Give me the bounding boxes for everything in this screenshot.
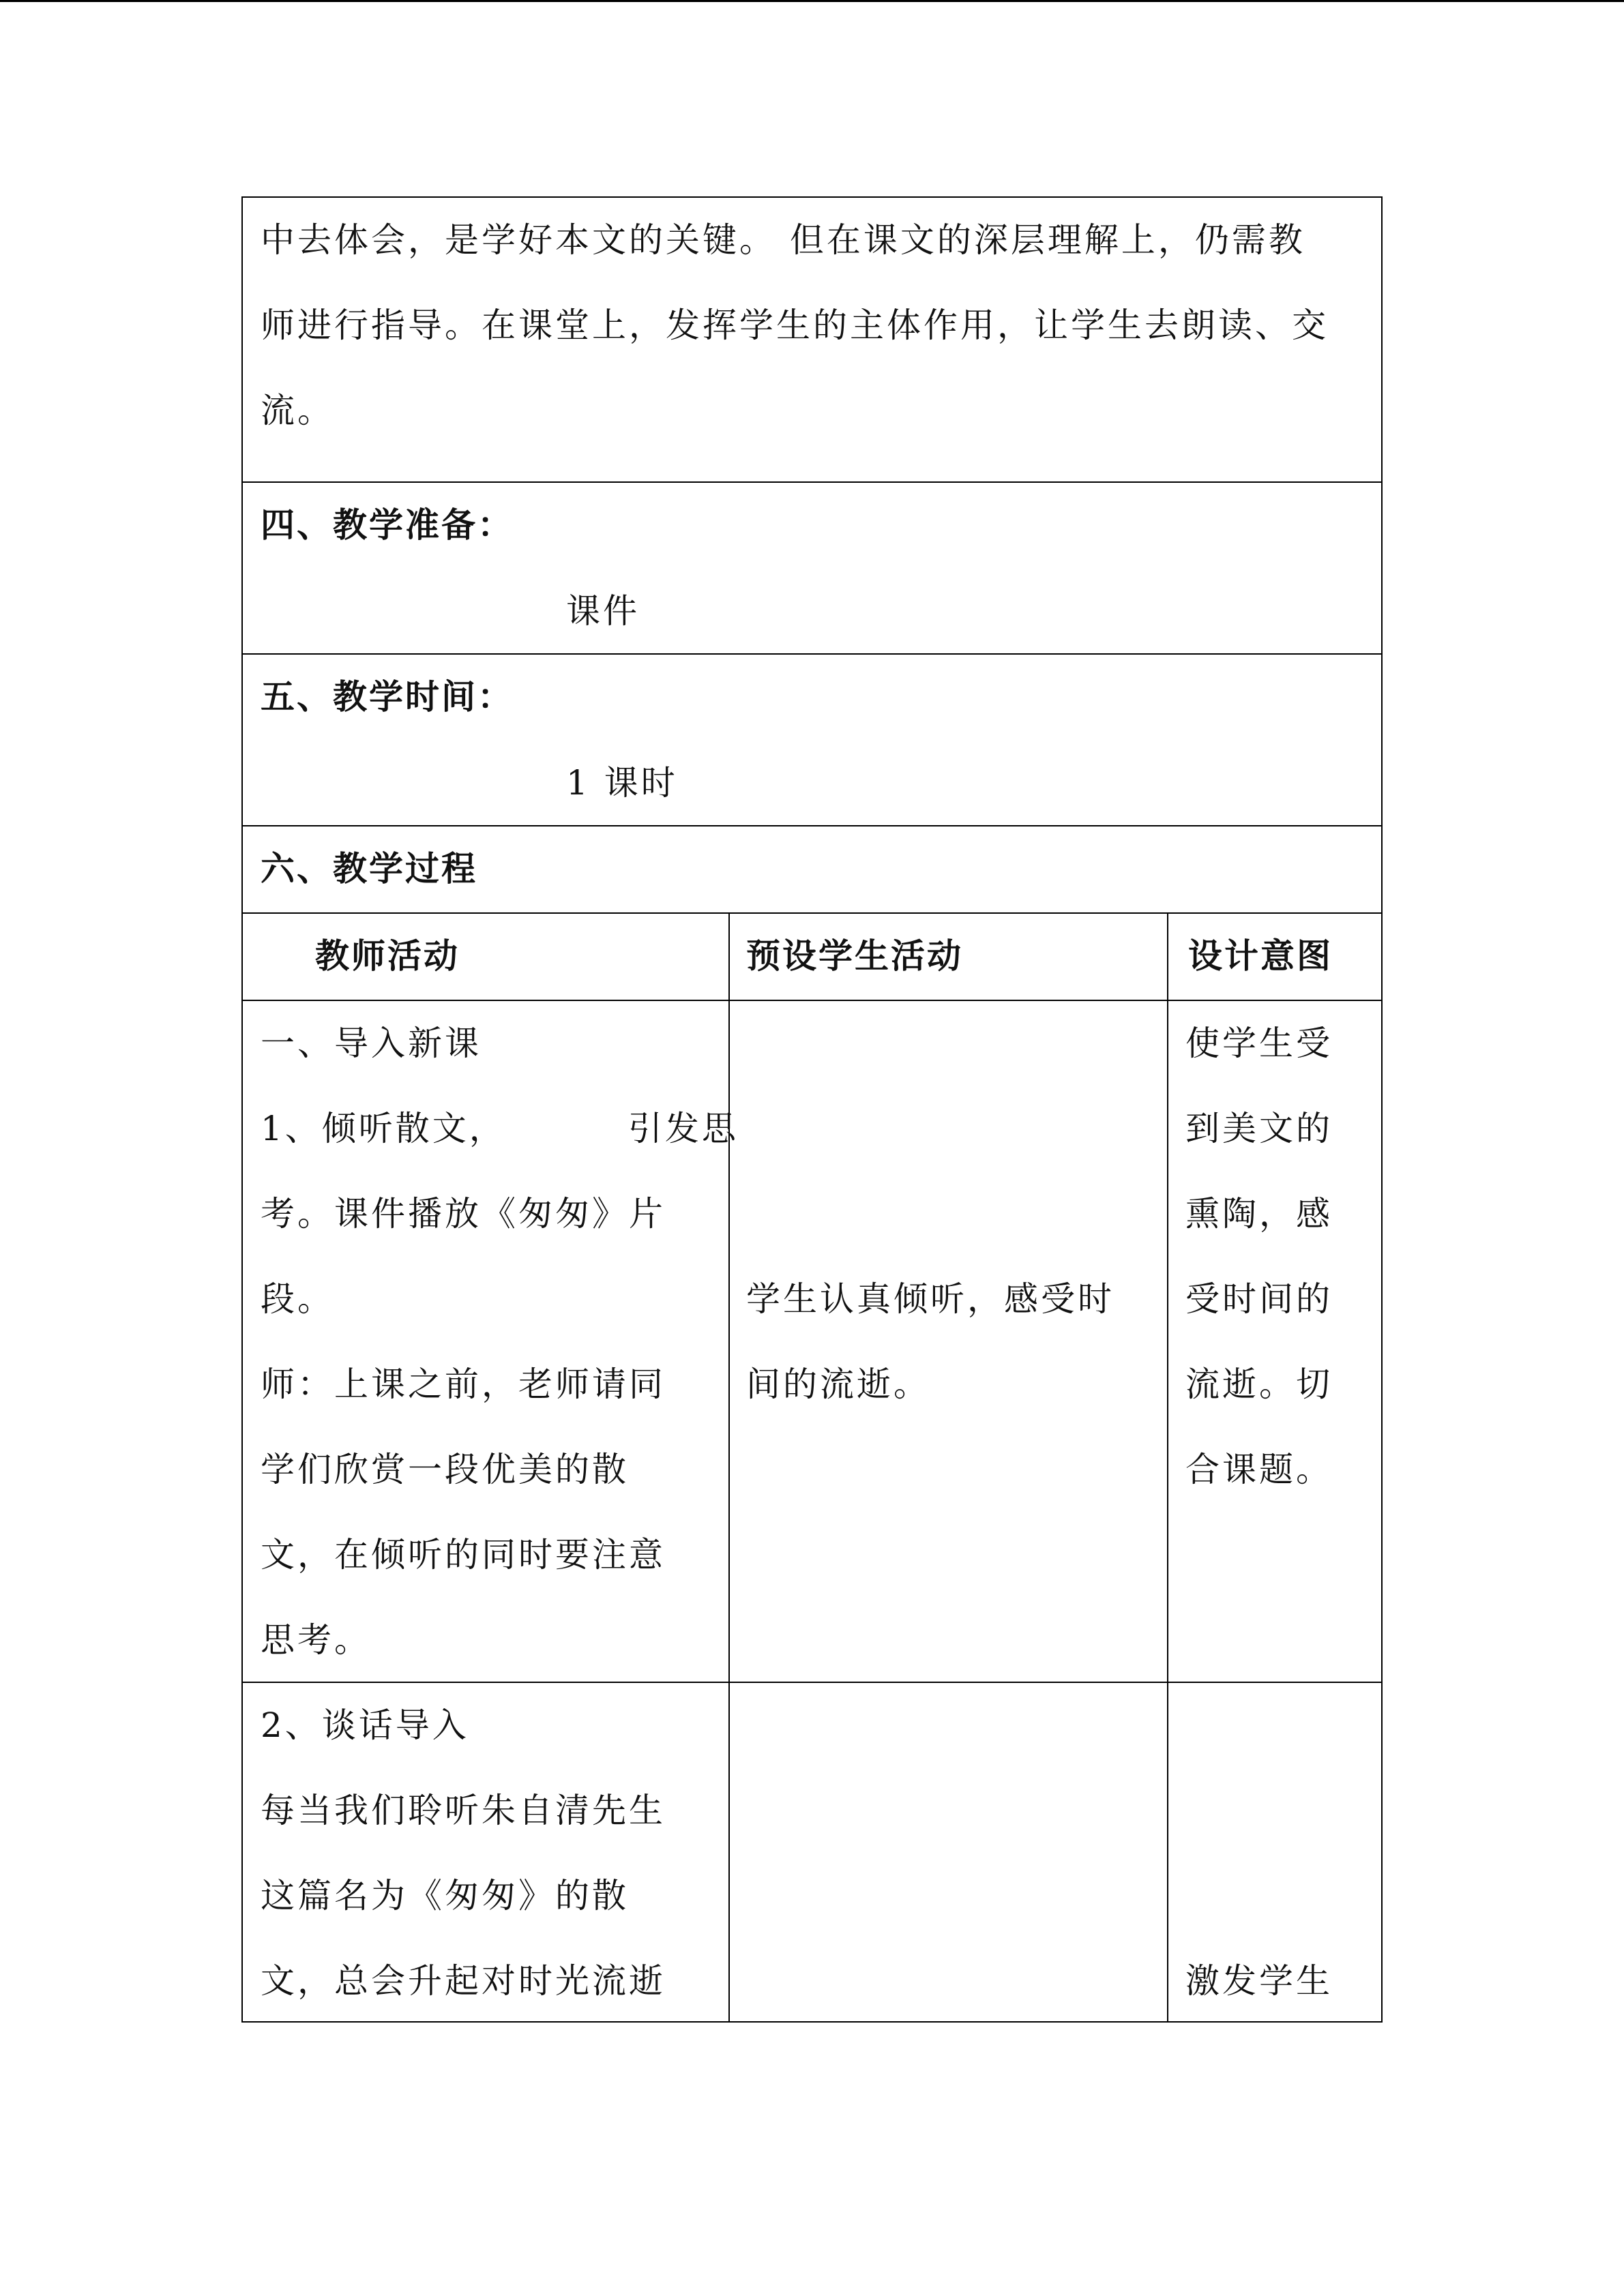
- column-divider: [1167, 1683, 1168, 2021]
- intro-paragraph: [261, 198, 1329, 453]
- cell-line: 考。课件播放《匆匆》片: [261, 1194, 666, 1234]
- design-intent-cell: [1185, 1939, 1333, 2024]
- cell-line: 每当我们聆听朱自清先生: [261, 1791, 666, 1830]
- cell-line: 2、谈话导入: [261, 1705, 469, 1745]
- teacher-activity-cell: [261, 1001, 739, 1683]
- cell-line: 合课题。: [1185, 1450, 1333, 1489]
- cell-line: 段。: [261, 1279, 334, 1319]
- teacher-activity-cell: [261, 1683, 666, 2024]
- intro-line: 流。: [261, 391, 334, 430]
- cell-line: 熏陶，感: [1185, 1194, 1333, 1234]
- header-teacher-activity: 教师活动: [315, 936, 460, 976]
- column-divider: [1167, 1001, 1168, 1682]
- intro-row: [243, 198, 1381, 483]
- time-content: 1 课时: [566, 763, 678, 803]
- lesson-plan-table: [241, 196, 1383, 2023]
- cell-line: 到美文的: [1185, 1109, 1333, 1148]
- prep-heading: 四、教学准备：: [261, 505, 514, 545]
- intro-line: 师进行指导。在课堂上，发挥学生的主体作用，让学生去朗读、交: [261, 305, 1329, 345]
- cell-line: 使学生受: [1185, 1024, 1333, 1063]
- student-activity-cell: [746, 1257, 1114, 1427]
- table-row: [243, 1001, 1381, 1683]
- time-row: [243, 655, 1381, 826]
- cell-line: 激发学生: [1185, 1961, 1333, 2001]
- intro-line: 中去体会，是学好本文的关键。 但在课文的深层理解上，仍需教: [261, 220, 1305, 260]
- cell-line: 学生认真倾听，感受时: [746, 1279, 1114, 1319]
- cell-line: 文，总会升起对时光流逝: [261, 1961, 666, 2001]
- cell-line: 1、倾听散文， 引发思: [261, 1109, 739, 1148]
- header-student-activity: 预设学生活动: [746, 936, 963, 976]
- column-divider: [1167, 914, 1168, 1000]
- cell-line: 流逝。切: [1185, 1365, 1333, 1404]
- cell-line: 这篇名为《匆匆》的散: [261, 1876, 629, 1915]
- prep-content: 课件: [566, 591, 640, 631]
- cell-line: 师：上课之前，老师请同: [261, 1365, 666, 1404]
- column-divider: [728, 914, 730, 1000]
- header-design-intent: 设计意图: [1188, 936, 1333, 976]
- cell-line: 一、导入新课: [261, 1024, 482, 1063]
- cell-line: 受时间的: [1185, 1279, 1333, 1319]
- process-heading: 六、教学过程: [261, 849, 477, 889]
- process-header-row: [243, 914, 1381, 1001]
- cell-line: 思考。: [261, 1620, 371, 1660]
- column-divider: [728, 1683, 730, 2021]
- design-intent-cell: [1185, 1001, 1333, 1512]
- page-top-rule: [0, 0, 1624, 2]
- process-heading-row: [243, 826, 1381, 914]
- prep-row: [243, 483, 1381, 655]
- cell-line: 间的流逝。: [746, 1365, 930, 1404]
- time-heading: 五、教学时间：: [261, 677, 514, 717]
- cell-line: 学们欣赏一段优美的散: [261, 1450, 629, 1489]
- cell-line: 文，在倾听的同时要注意: [261, 1535, 666, 1575]
- table-row: [243, 1683, 1381, 2021]
